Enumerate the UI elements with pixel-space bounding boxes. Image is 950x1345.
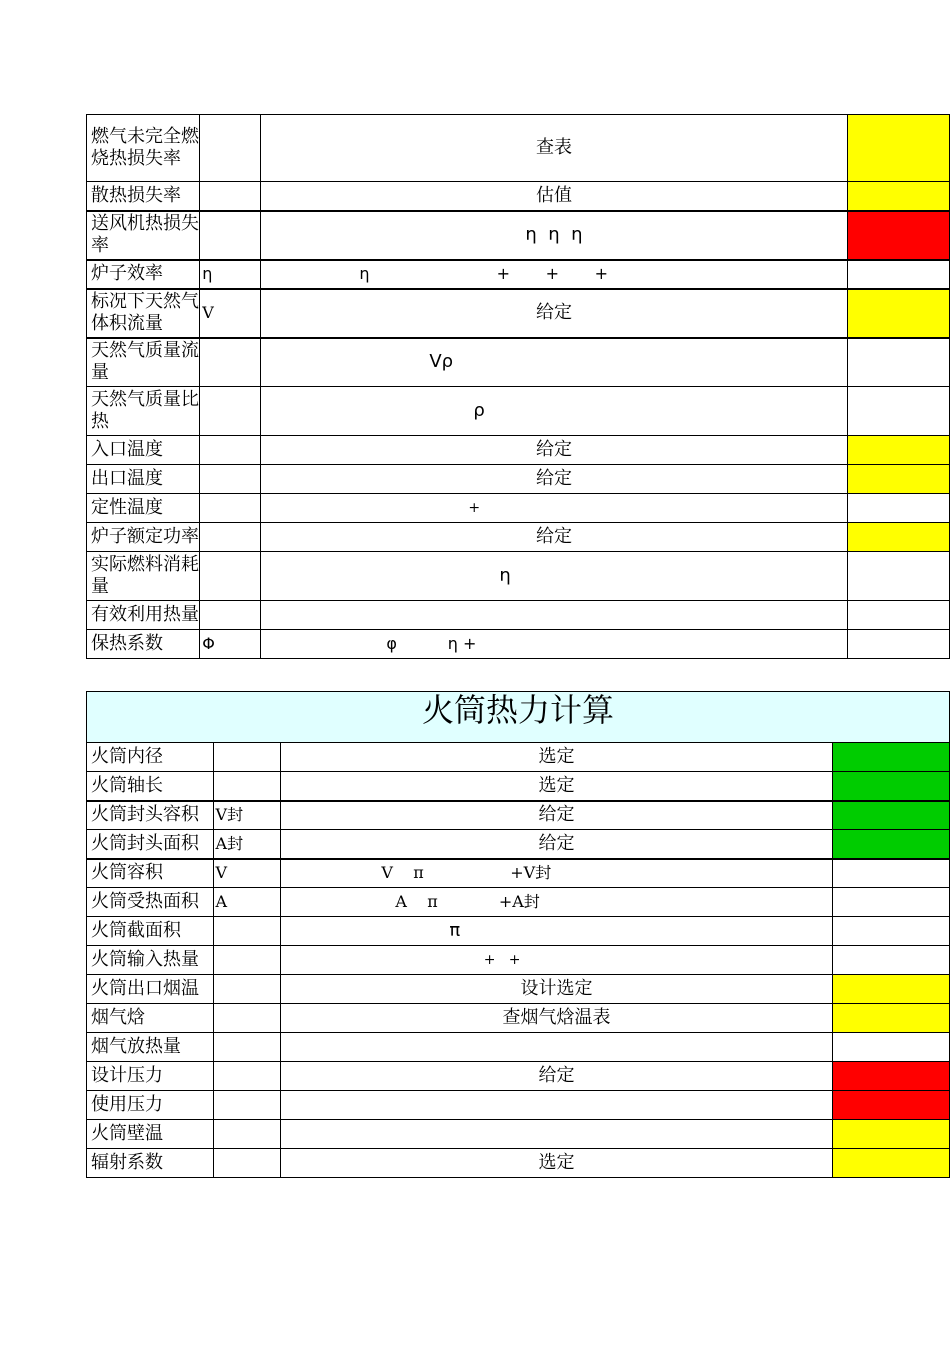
efficiency-table xyxy=(86,114,950,659)
param-name: 炉子效率 xyxy=(87,260,200,289)
status-cell xyxy=(847,211,949,260)
table-row xyxy=(87,523,950,552)
status-cell xyxy=(847,182,949,211)
param-formula xyxy=(261,601,847,630)
table-row xyxy=(87,211,950,260)
param-formula: η + + + xyxy=(261,260,847,289)
param-name: 火筒内径 xyxy=(87,743,214,772)
status-cell xyxy=(832,772,949,801)
param-formula: 给定 xyxy=(281,830,832,859)
param-formula xyxy=(281,1120,832,1149)
status-cell xyxy=(847,552,949,601)
param-formula: η xyxy=(261,552,847,601)
param-symbol xyxy=(200,552,261,601)
status-cell xyxy=(847,338,949,387)
param-formula: η η η xyxy=(261,211,847,260)
status-cell xyxy=(832,888,949,917)
status-cell xyxy=(832,1004,949,1033)
param-name: 辐射系数 xyxy=(87,1149,214,1178)
table-row xyxy=(87,1004,950,1033)
table-row xyxy=(87,743,950,772)
param-name: 天然气质量流量 xyxy=(87,338,200,387)
table-row xyxy=(87,1033,950,1062)
param-symbol xyxy=(200,387,261,436)
param-name: 火筒受热面积 xyxy=(87,888,214,917)
status-cell xyxy=(832,743,949,772)
table-row xyxy=(87,552,950,601)
param-formula: 选定 xyxy=(281,1149,832,1178)
table-row xyxy=(87,289,950,338)
param-symbol xyxy=(200,436,261,465)
table-row xyxy=(87,1120,950,1149)
table-row xyxy=(87,494,950,523)
param-symbol xyxy=(213,1120,281,1149)
param-formula: 查表 xyxy=(261,115,847,182)
param-symbol xyxy=(200,338,261,387)
param-symbol: Φ xyxy=(200,630,261,659)
table-row xyxy=(87,772,950,801)
param-name: 使用压力 xyxy=(87,1091,214,1120)
param-symbol: A xyxy=(213,888,281,917)
table-row xyxy=(87,630,950,659)
param-symbol xyxy=(213,1033,281,1062)
param-formula: π xyxy=(281,917,832,946)
param-formula: + + xyxy=(281,946,832,975)
param-formula: 给定 xyxy=(261,289,847,338)
status-cell xyxy=(832,1033,949,1062)
param-name: 炉子额定功率 xyxy=(87,523,200,552)
param-name: 火筒容积 xyxy=(87,859,214,888)
status-cell xyxy=(847,465,949,494)
param-symbol xyxy=(213,1004,281,1033)
table-row xyxy=(87,801,950,830)
status-cell xyxy=(847,601,949,630)
param-symbol xyxy=(200,182,261,211)
status-cell xyxy=(832,946,949,975)
param-name: 火筒壁温 xyxy=(87,1120,214,1149)
param-symbol xyxy=(200,601,261,630)
param-name: 有效利用热量 xyxy=(87,601,200,630)
status-cell xyxy=(832,975,949,1004)
param-symbol xyxy=(213,1149,281,1178)
status-cell xyxy=(847,260,949,289)
param-name: 火筒轴长 xyxy=(87,772,214,801)
param-symbol xyxy=(200,211,261,260)
status-cell xyxy=(832,1120,949,1149)
table-row xyxy=(87,1062,950,1091)
param-name: 火筒截面积 xyxy=(87,917,214,946)
param-formula: 给定 xyxy=(281,801,832,830)
table-row xyxy=(87,830,950,859)
status-cell xyxy=(847,289,949,338)
table-row xyxy=(87,436,950,465)
param-name: 烟气焓 xyxy=(87,1004,214,1033)
param-formula: 给定 xyxy=(281,1062,832,1091)
param-formula: 给定 xyxy=(261,465,847,494)
table-row xyxy=(87,601,950,630)
param-name: 标况下天然气体积流量 xyxy=(87,289,200,338)
param-symbol xyxy=(213,975,281,1004)
table-row xyxy=(87,946,950,975)
section-title: 火筒热力计算 xyxy=(87,692,950,743)
status-cell xyxy=(832,801,949,830)
status-cell xyxy=(847,630,949,659)
table-row xyxy=(87,465,950,494)
param-symbol: η xyxy=(200,260,261,289)
param-name: 入口温度 xyxy=(87,436,200,465)
param-formula: 选定 xyxy=(281,743,832,772)
param-name: 送风机热损失率 xyxy=(87,211,200,260)
param-name: 火筒封头面积 xyxy=(87,830,214,859)
fire-tube-table xyxy=(86,691,950,1178)
table-row xyxy=(87,888,950,917)
param-symbol xyxy=(213,1091,281,1120)
param-name: 散热损失率 xyxy=(87,182,200,211)
table-row xyxy=(87,387,950,436)
status-cell xyxy=(832,859,949,888)
param-name: 火筒封头容积 xyxy=(87,801,214,830)
param-name: 定性温度 xyxy=(87,494,200,523)
param-symbol xyxy=(200,494,261,523)
param-symbol: V xyxy=(200,289,261,338)
param-formula: V π +V封 xyxy=(281,859,832,888)
param-symbol xyxy=(213,946,281,975)
param-formula: 设计选定 xyxy=(281,975,832,1004)
param-symbol xyxy=(213,772,281,801)
param-formula: 给定 xyxy=(261,523,847,552)
param-symbol xyxy=(213,743,281,772)
table-row xyxy=(87,859,950,888)
param-formula: + xyxy=(261,494,847,523)
param-formula: φ η + xyxy=(261,630,847,659)
param-formula: 选定 xyxy=(281,772,832,801)
table-row xyxy=(87,338,950,387)
param-formula: A π +A封 xyxy=(281,888,832,917)
param-formula xyxy=(281,1091,832,1120)
param-symbol xyxy=(213,917,281,946)
section-title-row xyxy=(87,692,950,743)
param-name: 天然气质量比热 xyxy=(87,387,200,436)
status-cell xyxy=(832,1062,949,1091)
param-name: 实际燃料消耗量 xyxy=(87,552,200,601)
status-cell xyxy=(847,436,949,465)
table-row xyxy=(87,260,950,289)
param-symbol xyxy=(213,1062,281,1091)
param-symbol xyxy=(200,523,261,552)
status-cell xyxy=(832,917,949,946)
status-cell xyxy=(832,1149,949,1178)
param-name: 设计压力 xyxy=(87,1062,214,1091)
param-name: 燃气未完全燃烧热损失率 xyxy=(87,115,200,182)
status-cell xyxy=(847,115,949,182)
param-symbol xyxy=(200,465,261,494)
status-cell xyxy=(832,830,949,859)
status-cell xyxy=(832,1091,949,1120)
param-symbol xyxy=(200,115,261,182)
param-symbol: A封 xyxy=(213,830,281,859)
param-formula: 查烟气焓温表 xyxy=(281,1004,832,1033)
param-symbol: V封 xyxy=(213,801,281,830)
table-row xyxy=(87,115,950,182)
status-cell xyxy=(847,523,949,552)
table-row xyxy=(87,1091,950,1120)
status-cell xyxy=(847,387,949,436)
status-cell xyxy=(847,494,949,523)
param-formula xyxy=(281,1033,832,1062)
table-row xyxy=(87,975,950,1004)
param-name: 火筒出口烟温 xyxy=(87,975,214,1004)
param-formula: 估值 xyxy=(261,182,847,211)
param-formula: ρ xyxy=(261,387,847,436)
param-name: 火筒输入热量 xyxy=(87,946,214,975)
table-row xyxy=(87,182,950,211)
param-name: 烟气放热量 xyxy=(87,1033,214,1062)
param-symbol: V xyxy=(213,859,281,888)
table-row xyxy=(87,1149,950,1178)
param-name: 保热系数 xyxy=(87,630,200,659)
param-name: 出口温度 xyxy=(87,465,200,494)
param-formula: Vρ xyxy=(261,338,847,387)
table-row xyxy=(87,917,950,946)
param-formula: 给定 xyxy=(261,436,847,465)
